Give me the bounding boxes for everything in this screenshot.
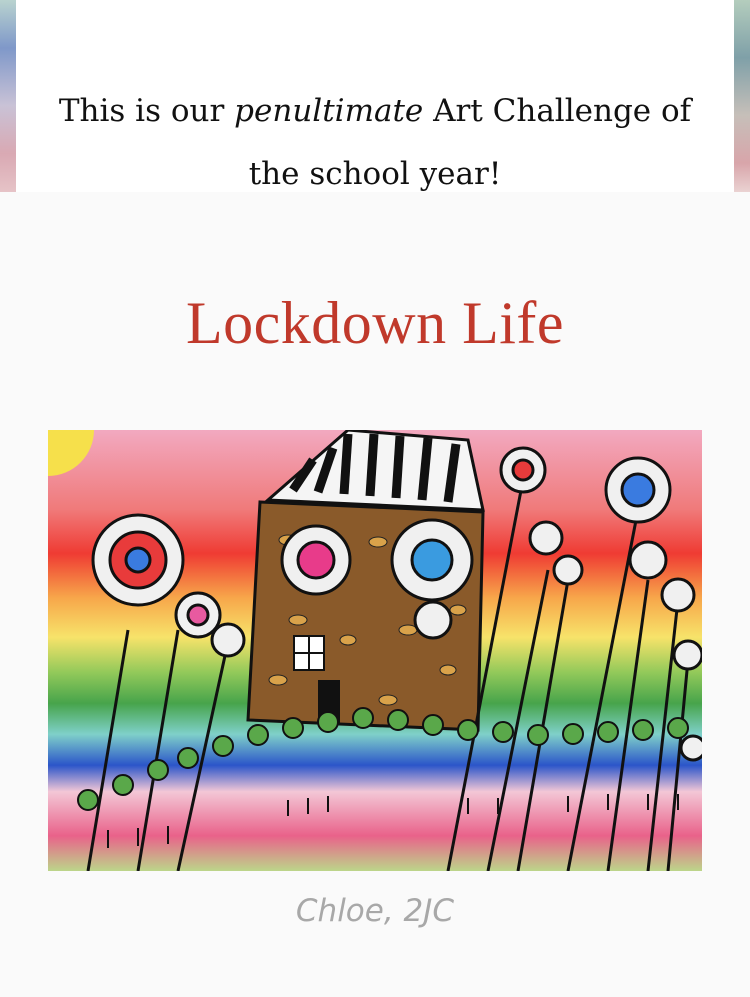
background-edge-right <box>734 0 750 192</box>
section-title: Lockdown Life <box>185 290 565 356</box>
intro-text-before: This is our <box>58 93 235 129</box>
artwork-caption: Chloe, 2JC <box>295 893 455 929</box>
artwork-image[interactable] <box>48 430 702 871</box>
background-edge-left <box>0 0 16 192</box>
intro-text <box>16 80 734 206</box>
intro-line-1 <box>16 80 734 143</box>
intro-line-2: the school year! <box>248 156 502 192</box>
intro-emphasis: penultimate <box>234 93 424 129</box>
intro-text-after: Art Challenge of <box>423 93 692 129</box>
intro-card <box>16 0 734 192</box>
